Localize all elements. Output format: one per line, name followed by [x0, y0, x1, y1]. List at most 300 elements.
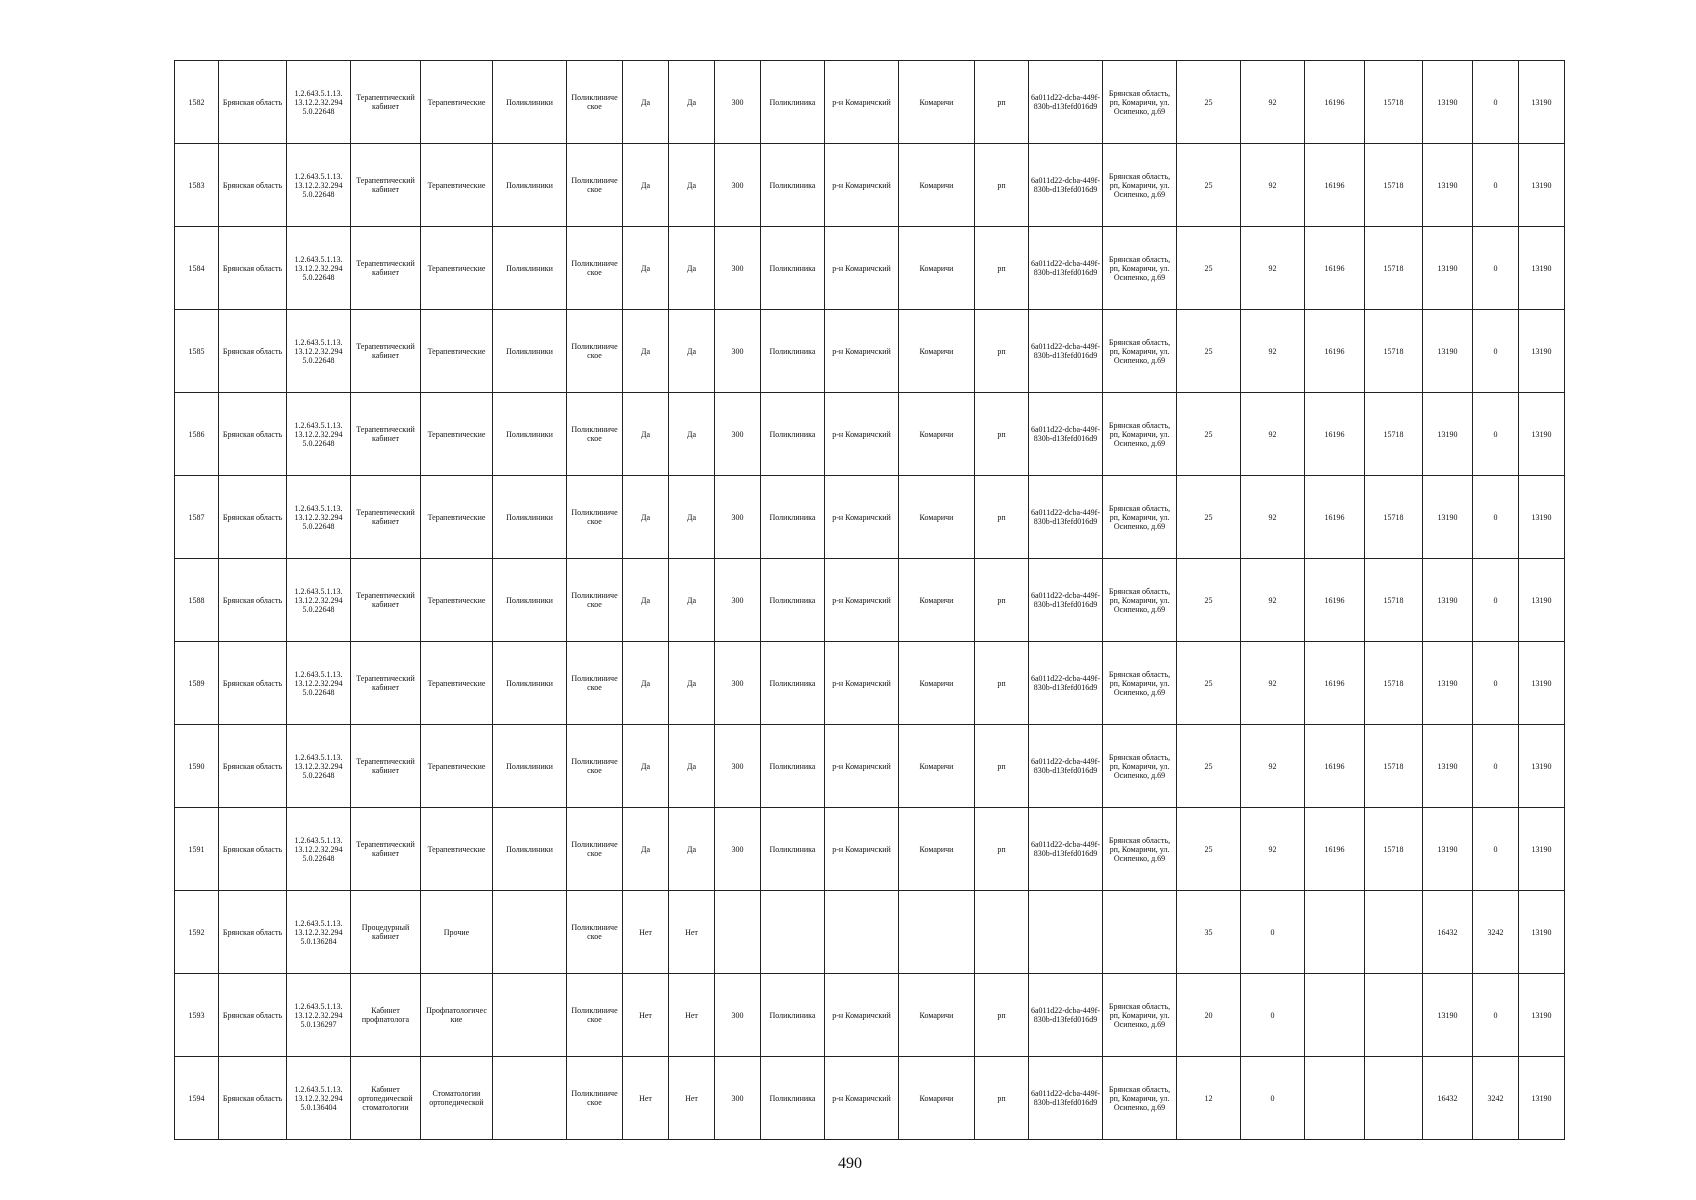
cell-col21: 0 [1473, 559, 1519, 642]
cell-district: р-н Комаричский [825, 559, 899, 642]
cell-num: 1588 [175, 559, 219, 642]
cell-col17: 92 [1241, 227, 1305, 310]
cell-region: Брянская область [219, 974, 287, 1057]
cell-col22: 13190 [1519, 144, 1565, 227]
cell-oid: 1.2.643.5.1.13. 13.12.2.32.294 5.0.22648 [287, 310, 351, 393]
cell-oid: 1.2.643.5.1.13. 13.12.2.32.294 5.0.22648 [287, 642, 351, 725]
cell-col19: 15718 [1365, 476, 1423, 559]
cell-col20: 13190 [1423, 974, 1473, 1057]
cell-cabinet-name: Терапевтический кабинет [351, 476, 421, 559]
cell-department: Поликлиники [493, 393, 567, 476]
cell-cabinet-type: Терапевтические [421, 725, 493, 808]
cell-region: Брянская область [219, 891, 287, 974]
cell-col16: 25 [1177, 227, 1241, 310]
cell-col22: 13190 [1519, 61, 1565, 144]
cell-division-type: Поликлиниче ское [567, 310, 623, 393]
cell-district: р-н Комаричский [825, 974, 899, 1057]
cell-flag1: Да [623, 310, 669, 393]
cell-department: Поликлиники [493, 227, 567, 310]
cell-col22: 13190 [1519, 974, 1565, 1057]
cell-oid: 1.2.643.5.1.13. 13.12.2.32.294 5.0.22648 [287, 476, 351, 559]
cell-cabinet-type: Терапевтические [421, 808, 493, 891]
cell-department: Поликлиники [493, 310, 567, 393]
cell-settlement-type: рп [975, 227, 1029, 310]
table-row [175, 227, 1565, 310]
cell-address: Брянская область, рп, Комаричи, ул. Осипенко, д.69 [1103, 393, 1177, 476]
cell-settlement-type: рп [975, 393, 1029, 476]
table-row [175, 559, 1565, 642]
cell-col22: 13190 [1519, 725, 1565, 808]
cell-city: Комаричи [899, 725, 975, 808]
cell-num: 1593 [175, 974, 219, 1057]
cell-cabinet-name: Кабинет ортопедической стоматологии [351, 1057, 421, 1140]
cell-col20: 13190 [1423, 227, 1473, 310]
cell-col19 [1365, 891, 1423, 974]
cell-col16: 20 [1177, 974, 1241, 1057]
cell-region: Брянская область [219, 393, 287, 476]
cell-city: Комаричи [899, 974, 975, 1057]
cell-oid: 1.2.643.5.1.13. 13.12.2.32.294 5.0.22648 [287, 144, 351, 227]
cell-flag1: Да [623, 559, 669, 642]
cell-district [825, 891, 899, 974]
cell-division-type: Поликлиниче ское [567, 725, 623, 808]
table-row [175, 725, 1565, 808]
cell-col19: 15718 [1365, 61, 1423, 144]
cell-department [493, 974, 567, 1057]
cell-fias-guid: 6a011d22-dcba-449f-830b-d13fefd016d9 [1029, 642, 1103, 725]
cell-cabinet-type: Терапевтические [421, 559, 493, 642]
cell-district: р-н Комаричский [825, 725, 899, 808]
cell-cabinet-type: Терапевтические [421, 310, 493, 393]
table-container [174, 60, 1565, 1140]
cell-department: Поликлиники [493, 61, 567, 144]
cell-building-type: Поликлиника [761, 227, 825, 310]
cell-col17: 0 [1241, 974, 1305, 1057]
cell-flag2: Да [669, 144, 715, 227]
cell-col16: 35 [1177, 891, 1241, 974]
cell-cabinet-type: Стоматологии ортопедической [421, 1057, 493, 1140]
cell-col18 [1305, 1057, 1365, 1140]
cell-col20: 16432 [1423, 1057, 1473, 1140]
cell-cabinet-type: Терапевтические [421, 61, 493, 144]
cell-cabinet-name: Терапевтический кабинет [351, 61, 421, 144]
cell-col19: 15718 [1365, 808, 1423, 891]
cell-capacity: 300 [715, 144, 761, 227]
cell-col17: 92 [1241, 144, 1305, 227]
cell-settlement-type: рп [975, 310, 1029, 393]
cell-region: Брянская область [219, 227, 287, 310]
cell-capacity [715, 891, 761, 974]
cell-num: 1582 [175, 61, 219, 144]
cell-num: 1586 [175, 393, 219, 476]
cell-col20: 13190 [1423, 310, 1473, 393]
cell-building-type: Поликлиника [761, 725, 825, 808]
cell-col21: 0 [1473, 227, 1519, 310]
cell-col18: 16196 [1305, 227, 1365, 310]
cell-department: Поликлиники [493, 642, 567, 725]
cell-building-type: Поликлиника [761, 310, 825, 393]
cell-settlement-type: рп [975, 974, 1029, 1057]
page-number: 490 [838, 1155, 862, 1172]
cell-building-type: Поликлиника [761, 642, 825, 725]
cell-col18: 16196 [1305, 808, 1365, 891]
cell-col18: 16196 [1305, 642, 1365, 725]
cell-district: р-н Комаричский [825, 144, 899, 227]
cell-region: Брянская область [219, 310, 287, 393]
cell-district: р-н Комаричский [825, 808, 899, 891]
cell-region: Брянская область [219, 808, 287, 891]
cell-col21: 3242 [1473, 1057, 1519, 1140]
cell-col21: 0 [1473, 725, 1519, 808]
cell-capacity: 300 [715, 310, 761, 393]
cell-num: 1591 [175, 808, 219, 891]
cell-city: Комаричи [899, 144, 975, 227]
cell-col16: 25 [1177, 61, 1241, 144]
cell-flag2: Да [669, 61, 715, 144]
cell-building-type: Поликлиника [761, 144, 825, 227]
cell-region: Брянская область [219, 725, 287, 808]
cell-col20: 13190 [1423, 725, 1473, 808]
table-row [175, 61, 1565, 144]
cell-division-type: Поликлиниче ское [567, 891, 623, 974]
cell-col20: 13190 [1423, 559, 1473, 642]
cell-flag2: Нет [669, 1057, 715, 1140]
cell-col19: 15718 [1365, 227, 1423, 310]
cell-col20: 13190 [1423, 393, 1473, 476]
cell-flag1: Да [623, 393, 669, 476]
cell-flag1: Да [623, 642, 669, 725]
cell-flag2: Нет [669, 974, 715, 1057]
cell-building-type: Поликлиника [761, 808, 825, 891]
cell-num: 1592 [175, 891, 219, 974]
cell-city: Комаричи [899, 808, 975, 891]
cell-address: Брянская область, рп, Комаричи, ул. Осипенко, д.69 [1103, 61, 1177, 144]
cell-building-type: Поликлиника [761, 974, 825, 1057]
cell-oid: 1.2.643.5.1.13. 13.12.2.32.294 5.0.22648 [287, 393, 351, 476]
cell-cabinet-name: Терапевтический кабинет [351, 227, 421, 310]
cell-capacity: 300 [715, 559, 761, 642]
cell-division-type: Поликлиниче ское [567, 144, 623, 227]
cell-fias-guid: 6a011d22-dcba-449f-830b-d13fefd016d9 [1029, 476, 1103, 559]
cell-col17: 92 [1241, 808, 1305, 891]
cell-col18: 16196 [1305, 310, 1365, 393]
cell-building-type: Поликлиника [761, 559, 825, 642]
cell-division-type: Поликлиниче ское [567, 61, 623, 144]
cell-col17: 0 [1241, 891, 1305, 974]
cell-col22: 13190 [1519, 808, 1565, 891]
cell-city: Комаричи [899, 1057, 975, 1140]
cell-cabinet-type: Терапевтические [421, 227, 493, 310]
cell-flag1: Да [623, 476, 669, 559]
cell-col16: 25 [1177, 144, 1241, 227]
cell-flag1: Да [623, 725, 669, 808]
cell-col19 [1365, 1057, 1423, 1140]
cell-col16: 25 [1177, 808, 1241, 891]
cell-city: Комаричи [899, 227, 975, 310]
cell-flag2: Да [669, 725, 715, 808]
cell-col18: 16196 [1305, 476, 1365, 559]
cell-oid: 1.2.643.5.1.13. 13.12.2.32.294 5.0.22648 [287, 725, 351, 808]
cell-region: Брянская область [219, 642, 287, 725]
cell-col17: 92 [1241, 61, 1305, 144]
cell-flag2: Да [669, 808, 715, 891]
cell-col22: 13190 [1519, 891, 1565, 974]
cell-cabinet-type: Терапевтические [421, 144, 493, 227]
cell-region: Брянская область [219, 61, 287, 144]
cell-cabinet-name: Терапевтический кабинет [351, 310, 421, 393]
cell-city: Комаричи [899, 476, 975, 559]
cell-oid: 1.2.643.5.1.13. 13.12.2.32.294 5.0.22648 [287, 559, 351, 642]
table-row [175, 974, 1565, 1057]
cell-flag2: Нет [669, 891, 715, 974]
table-row [175, 642, 1565, 725]
cell-col19: 15718 [1365, 642, 1423, 725]
cell-capacity: 300 [715, 808, 761, 891]
cell-oid: 1.2.643.5.1.13. 13.12.2.32.294 5.0.22648 [287, 61, 351, 144]
cell-fias-guid: 6a011d22-dcba-449f-830b-d13fefd016d9 [1029, 808, 1103, 891]
cell-address: Брянская область, рп, Комаричи, ул. Осипенко, д.69 [1103, 725, 1177, 808]
data-table [174, 60, 1565, 1140]
cell-col22: 13190 [1519, 476, 1565, 559]
cell-flag1: Нет [623, 974, 669, 1057]
cell-fias-guid: 6a011d22-dcba-449f-830b-d13fefd016d9 [1029, 725, 1103, 808]
cell-oid: 1.2.643.5.1.13. 13.12.2.32.294 5.0.136297 [287, 974, 351, 1057]
cell-col18: 16196 [1305, 393, 1365, 476]
cell-department [493, 1057, 567, 1140]
cell-fias-guid: 6a011d22-dcba-449f-830b-d13fefd016d9 [1029, 393, 1103, 476]
cell-building-type [761, 891, 825, 974]
cell-capacity: 300 [715, 1057, 761, 1140]
cell-oid: 1.2.643.5.1.13. 13.12.2.32.294 5.0.22648 [287, 808, 351, 891]
cell-col20: 13190 [1423, 61, 1473, 144]
cell-capacity: 300 [715, 642, 761, 725]
cell-col22: 13190 [1519, 559, 1565, 642]
cell-cabinet-type: Профпатологичес кие [421, 974, 493, 1057]
cell-fias-guid: 6a011d22-dcba-449f-830b-d13fefd016d9 [1029, 1057, 1103, 1140]
cell-col21: 0 [1473, 476, 1519, 559]
cell-settlement-type: рп [975, 559, 1029, 642]
cell-fias-guid: 6a011d22-dcba-449f-830b-d13fefd016d9 [1029, 144, 1103, 227]
cell-col18: 16196 [1305, 559, 1365, 642]
cell-fias-guid: 6a011d22-dcba-449f-830b-d13fefd016d9 [1029, 310, 1103, 393]
cell-col18: 16196 [1305, 61, 1365, 144]
cell-col16: 25 [1177, 559, 1241, 642]
cell-region: Брянская область [219, 1057, 287, 1140]
cell-col20: 16432 [1423, 891, 1473, 974]
cell-flag1: Да [623, 808, 669, 891]
cell-capacity: 300 [715, 61, 761, 144]
cell-fias-guid: 6a011d22-dcba-449f-830b-d13fefd016d9 [1029, 974, 1103, 1057]
cell-col19: 15718 [1365, 559, 1423, 642]
cell-col19 [1365, 974, 1423, 1057]
cell-city: Комаричи [899, 310, 975, 393]
cell-col18 [1305, 891, 1365, 974]
cell-settlement-type: рп [975, 808, 1029, 891]
cell-fias-guid: 6a011d22-dcba-449f-830b-d13fefd016d9 [1029, 227, 1103, 310]
cell-col17: 92 [1241, 476, 1305, 559]
cell-district: р-н Комаричский [825, 1057, 899, 1140]
cell-cabinet-type: Терапевтические [421, 476, 493, 559]
cell-cabinet-name: Терапевтический кабинет [351, 808, 421, 891]
cell-col17: 92 [1241, 559, 1305, 642]
table-row [175, 891, 1565, 974]
cell-col22: 13190 [1519, 227, 1565, 310]
cell-col21: 0 [1473, 61, 1519, 144]
cell-col21: 0 [1473, 808, 1519, 891]
cell-col18: 16196 [1305, 725, 1365, 808]
cell-address: Брянская область, рп, Комаричи, ул. Осипенко, д.69 [1103, 144, 1177, 227]
cell-address: Брянская область, рп, Комаричи, ул. Осипенко, д.69 [1103, 559, 1177, 642]
cell-col18: 16196 [1305, 144, 1365, 227]
cell-address: Брянская область, рп, Комаричи, ул. Осипенко, д.69 [1103, 808, 1177, 891]
cell-flag1: Нет [623, 1057, 669, 1140]
cell-settlement-type: рп [975, 144, 1029, 227]
cell-col18 [1305, 974, 1365, 1057]
cell-col16: 25 [1177, 310, 1241, 393]
cell-division-type: Поликлиниче ское [567, 808, 623, 891]
cell-region: Брянская область [219, 144, 287, 227]
cell-city [899, 891, 975, 974]
table-row [175, 808, 1565, 891]
cell-address: Брянская область, рп, Комаричи, ул. Осипенко, д.69 [1103, 642, 1177, 725]
cell-oid: 1.2.643.5.1.13. 13.12.2.32.294 5.0.136404 [287, 1057, 351, 1140]
table-row [175, 1057, 1565, 1140]
cell-col19: 15718 [1365, 310, 1423, 393]
cell-col17: 92 [1241, 310, 1305, 393]
cell-department: Поликлиники [493, 559, 567, 642]
cell-flag2: Да [669, 393, 715, 476]
cell-fias-guid: 6a011d22-dcba-449f-830b-d13fefd016d9 [1029, 559, 1103, 642]
cell-col22: 13190 [1519, 310, 1565, 393]
cell-col20: 13190 [1423, 144, 1473, 227]
cell-building-type: Поликлиника [761, 61, 825, 144]
cell-capacity: 300 [715, 974, 761, 1057]
cell-flag1: Нет [623, 891, 669, 974]
cell-division-type: Поликлиниче ское [567, 227, 623, 310]
cell-flag2: Да [669, 559, 715, 642]
cell-cabinet-name: Терапевтический кабинет [351, 642, 421, 725]
cell-col16: 25 [1177, 725, 1241, 808]
cell-cabinet-name: Терапевтический кабинет [351, 393, 421, 476]
cell-department: Поликлиники [493, 476, 567, 559]
cell-col19: 15718 [1365, 144, 1423, 227]
cell-oid: 1.2.643.5.1.13. 13.12.2.32.294 5.0.136284 [287, 891, 351, 974]
cell-division-type: Поликлиниче ское [567, 559, 623, 642]
cell-col17: 0 [1241, 1057, 1305, 1140]
cell-building-type: Поликлиника [761, 1057, 825, 1140]
cell-capacity: 300 [715, 227, 761, 310]
cell-address: Брянская область, рп, Комаричи, ул. Осипенко, д.69 [1103, 476, 1177, 559]
cell-num: 1590 [175, 725, 219, 808]
cell-num: 1587 [175, 476, 219, 559]
cell-building-type: Поликлиника [761, 476, 825, 559]
cell-division-type: Поликлиниче ское [567, 642, 623, 725]
cell-division-type: Поликлиниче ское [567, 1057, 623, 1140]
cell-settlement-type: рп [975, 61, 1029, 144]
cell-district: р-н Комаричский [825, 642, 899, 725]
table-row [175, 393, 1565, 476]
cell-col20: 13190 [1423, 642, 1473, 725]
cell-fias-guid [1029, 891, 1103, 974]
cell-col16: 25 [1177, 642, 1241, 725]
cell-col17: 92 [1241, 393, 1305, 476]
cell-col19: 15718 [1365, 393, 1423, 476]
cell-address: Брянская область, рп, Комаричи, ул. Осипенко, д.69 [1103, 310, 1177, 393]
cell-col22: 13190 [1519, 393, 1565, 476]
cell-capacity: 300 [715, 725, 761, 808]
cell-flag1: Да [623, 61, 669, 144]
table-row [175, 144, 1565, 227]
cell-num: 1589 [175, 642, 219, 725]
cell-district: р-н Комаричский [825, 476, 899, 559]
cell-settlement-type [975, 891, 1029, 974]
cell-flag1: Да [623, 144, 669, 227]
cell-num: 1583 [175, 144, 219, 227]
cell-district: р-н Комаричский [825, 393, 899, 476]
cell-col21: 0 [1473, 144, 1519, 227]
cell-department: Поликлиники [493, 725, 567, 808]
cell-capacity: 300 [715, 393, 761, 476]
cell-col21: 0 [1473, 642, 1519, 725]
cell-flag2: Да [669, 476, 715, 559]
cell-col19: 15718 [1365, 725, 1423, 808]
cell-fias-guid: 6a011d22-dcba-449f-830b-d13fefd016d9 [1029, 61, 1103, 144]
cell-col21: 0 [1473, 310, 1519, 393]
cell-division-type: Поликлиниче ское [567, 974, 623, 1057]
cell-district: р-н Комаричский [825, 310, 899, 393]
cell-settlement-type: рп [975, 476, 1029, 559]
cell-col16: 25 [1177, 393, 1241, 476]
cell-division-type: Поликлиниче ское [567, 393, 623, 476]
cell-division-type: Поликлиниче ское [567, 476, 623, 559]
cell-col20: 13190 [1423, 808, 1473, 891]
cell-cabinet-type: Терапевтические [421, 642, 493, 725]
cell-flag2: Да [669, 642, 715, 725]
table-row [175, 310, 1565, 393]
cell-col17: 92 [1241, 642, 1305, 725]
cell-address [1103, 891, 1177, 974]
cell-num: 1594 [175, 1057, 219, 1140]
cell-col16: 12 [1177, 1057, 1241, 1140]
cell-cabinet-name: Терапевтический кабинет [351, 725, 421, 808]
cell-col16: 25 [1177, 476, 1241, 559]
cell-cabinet-type: Терапевтические [421, 393, 493, 476]
cell-cabinet-name: Кабинет профпатолога [351, 974, 421, 1057]
cell-cabinet-type: Прочие [421, 891, 493, 974]
cell-district: р-н Комаричский [825, 227, 899, 310]
cell-flag2: Да [669, 227, 715, 310]
cell-city: Комаричи [899, 61, 975, 144]
cell-city: Комаричи [899, 559, 975, 642]
cell-address: Брянская область, рп, Комаричи, ул. Осипенко, д.69 [1103, 1057, 1177, 1140]
cell-flag2: Да [669, 310, 715, 393]
cell-city: Комаричи [899, 393, 975, 476]
cell-address: Брянская область, рп, Комаричи, ул. Осипенко, д.69 [1103, 974, 1177, 1057]
cell-region: Брянская область [219, 476, 287, 559]
cell-building-type: Поликлиника [761, 393, 825, 476]
cell-district: р-н Комаричский [825, 61, 899, 144]
cell-capacity: 300 [715, 476, 761, 559]
cell-num: 1584 [175, 227, 219, 310]
cell-col21: 0 [1473, 974, 1519, 1057]
cell-flag1: Да [623, 227, 669, 310]
cell-col21: 3242 [1473, 891, 1519, 974]
cell-cabinet-name: Терапевтический кабинет [351, 559, 421, 642]
cell-cabinet-name: Процедурный кабинет [351, 891, 421, 974]
cell-col20: 13190 [1423, 476, 1473, 559]
cell-settlement-type: рп [975, 1057, 1029, 1140]
cell-region: Брянская область [219, 559, 287, 642]
